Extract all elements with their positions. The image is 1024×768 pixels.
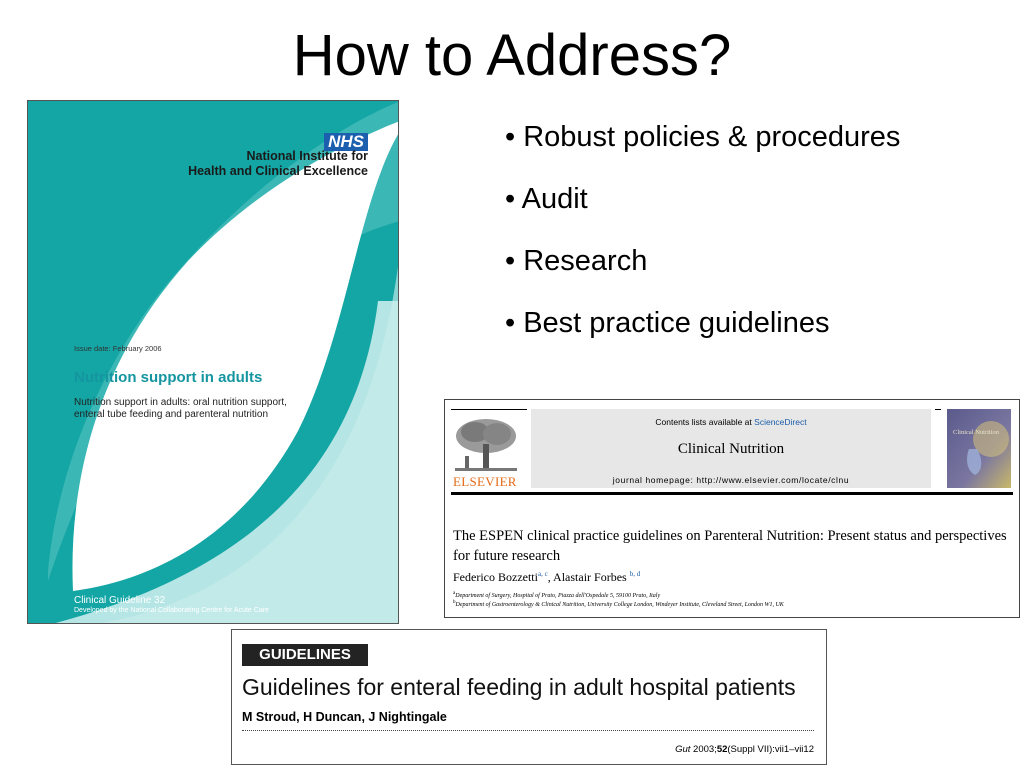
nice-guideline-cover <box>27 100 399 624</box>
elsevier-tree-icon <box>453 416 519 474</box>
contents-prefix: Contents lists available at <box>655 417 752 427</box>
bullet-item: • Research <box>505 245 648 277</box>
developed-by: Developed by the National Collaborating Centre for Acute Care <box>74 607 269 614</box>
cite-journal: Gut <box>675 744 691 755</box>
cite-pages: (Suppl VII):vii1–vii12 <box>727 744 814 755</box>
bullet-item: • Audit <box>505 183 588 215</box>
header-rule <box>451 492 1013 495</box>
slide-title: How to Address? <box>292 23 732 88</box>
nice-org-name <box>188 149 368 179</box>
gut-guidelines-article <box>231 629 827 765</box>
cite-year: 2003; <box>690 744 717 755</box>
affiliation-a <box>453 591 660 599</box>
author-affiliation-mark: a, c <box>537 570 548 578</box>
top-rule <box>451 409 527 410</box>
guideline-number: Clinical Guideline 32 <box>74 595 166 606</box>
gut-citation <box>675 744 814 755</box>
journal-name: Clinical Nutrition <box>677 441 785 457</box>
espen-article-header <box>444 399 1020 618</box>
affiliation-text: Department of Surgery, Hospital of Prato, Piazza dell'Ospedale 5, 59100 Prato, Italy <box>455 593 661 599</box>
issue-date: Issue date: February 2006 <box>74 344 162 353</box>
cover-subheading: Nutrition support in adults: oral nutrition support, enteral tube feeding and parenteral nutrition <box>74 397 287 420</box>
bullet-item: • Best practice guidelines <box>505 307 830 339</box>
author-name: Alastair Forbes <box>553 570 627 584</box>
journal-cover-thumbnail <box>947 409 1011 488</box>
gut-article-title: Guidelines for enteral feeding in adult hospital patients <box>242 674 796 700</box>
article-authors <box>453 570 640 585</box>
author-name: Federico Bozzetti <box>453 570 538 584</box>
author-separator: , <box>547 570 554 584</box>
dotted-divider <box>242 730 814 731</box>
journal-banner <box>531 409 931 488</box>
thumb-label: Clinical Nutrition <box>953 429 1000 436</box>
org-line-1: National Institute for <box>246 149 368 163</box>
bullet-list <box>505 116 900 364</box>
bullet-item: • Robust policies & procedures <box>505 121 901 153</box>
sciencedirect-link[interactable]: ScienceDirect <box>754 417 807 427</box>
elsevier-logo: ELSEVIER <box>453 474 517 489</box>
contents-line <box>531 417 931 427</box>
gut-article-authors: M Stroud, H Duncan, J Nightingale <box>242 710 447 724</box>
guidelines-badge: GUIDELINES <box>242 644 368 666</box>
affiliation-b <box>453 600 784 608</box>
nhs-logo: NHS <box>324 133 368 151</box>
author-affiliation-mark: b, d <box>629 570 641 578</box>
top-rule-right <box>935 409 941 410</box>
article-title: The ESPEN clinical practice guidelines on Parenteral Nutrition: Present status and perspectives for future research <box>453 528 1007 564</box>
affiliation-mark: a <box>453 591 456 596</box>
affiliation-text: Department of Gastroenterology & Clinical Nutrition, University College London, Windeyer Institute, Cleveland Street, London W1, UK <box>455 602 784 608</box>
affiliation-mark: b <box>453 600 456 605</box>
org-line-2: Health and Clinical Excellence <box>188 164 368 178</box>
cover-swoosh <box>28 101 399 624</box>
journal-cover-image <box>947 409 1011 488</box>
cover-heading: Nutrition support in adults <box>74 369 263 386</box>
journal-homepage: journal homepage: http://www.elsevier.com/locate/clnu <box>612 475 850 485</box>
cite-volume: 52 <box>716 744 728 755</box>
